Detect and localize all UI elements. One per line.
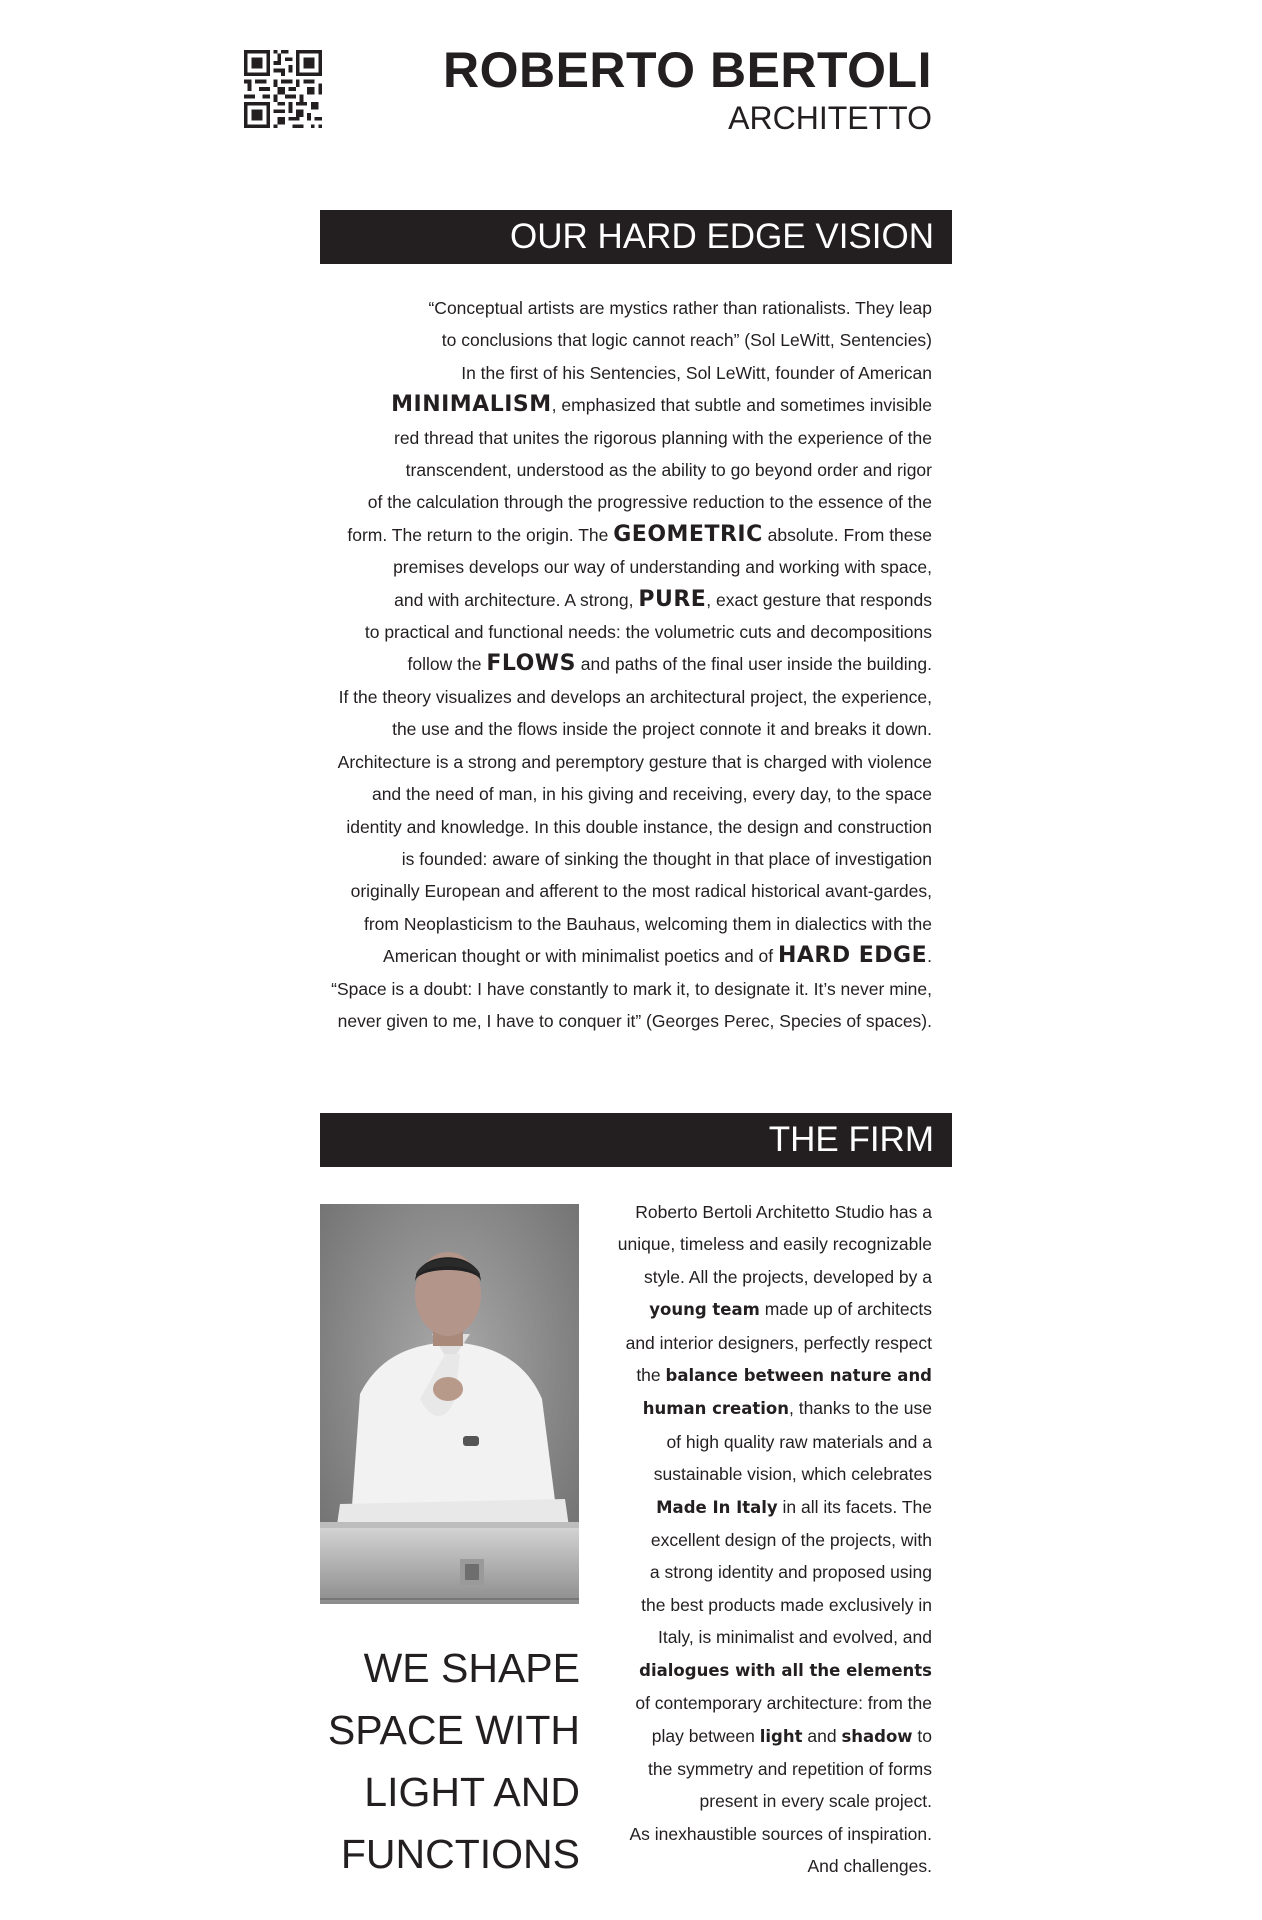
text-line	[572, 1850, 932, 1882]
text-segment: to conclusions that logic cannot reach” (Sol LeWitt, Sentencies)	[441, 330, 932, 351]
section-heading-vision: OUR HARD EDGE VISION	[320, 210, 952, 264]
firm-text	[572, 1196, 932, 1883]
text-segment: follow the	[407, 654, 487, 675]
keyword-highlight: balance between nature and	[665, 1366, 932, 1386]
slogan-line: SPACE WITH	[327, 1707, 580, 1753]
text-segment: a strong identity and proposed using	[649, 1562, 932, 1583]
text-line	[572, 1524, 932, 1556]
text-segment: originally European and afferent to the most radical historical avant-gardes,	[350, 881, 932, 902]
text-line	[572, 1359, 932, 1392]
text-segment: present in every scale project.	[699, 1791, 932, 1812]
text-segment: In the first of his Sentencies, Sol LeWitt, founder of American	[461, 362, 932, 383]
text-segment: and	[802, 1725, 842, 1746]
text-segment: play between	[651, 1725, 760, 1746]
text-line	[292, 292, 932, 324]
slogan	[300, 1637, 580, 1885]
text-segment: .	[927, 946, 932, 967]
text-segment: to	[912, 1725, 932, 1746]
text-segment: premises develops our way of understanding and working with space,	[393, 557, 932, 578]
text-segment: sustainable vision, which celebrates	[653, 1464, 932, 1485]
text-segment: Italy, is minimalist and evolved, and	[658, 1627, 932, 1648]
text-line	[292, 746, 932, 778]
text-line	[572, 1392, 932, 1425]
text-line	[292, 908, 932, 940]
text-segment: “Space is a doubt: I have constantly to mark it, to designate it. It’s never mine,	[331, 978, 932, 999]
text-line	[572, 1654, 932, 1687]
text-segment: to practical and functional needs: the volumetric cuts and decompositions	[364, 622, 932, 643]
text-segment: red thread that unites the rigorous planning with the experience of the	[394, 427, 932, 448]
section-heading-firm: THE FIRM	[320, 1113, 952, 1167]
text-line	[572, 1196, 932, 1228]
text-segment: of contemporary architecture: from the	[635, 1693, 932, 1714]
text-segment: form. The return to the origin. The	[347, 524, 614, 545]
text-segment: excellent design of the projects, with	[650, 1530, 932, 1551]
text-line	[292, 584, 932, 616]
text-segment: unique, timeless and easily recognizable	[617, 1234, 932, 1255]
text-line	[572, 1753, 932, 1785]
keyword-highlight: dialogues with all the elements	[639, 1660, 932, 1680]
text-segment: never given to me, I have to conquer it” (Georges Perec, Species of spaces).	[337, 1010, 932, 1031]
keyword-highlight: human creation	[642, 1399, 789, 1419]
text-line	[292, 389, 932, 421]
text-segment: transcendent, understood as the ability to go beyond order and rigor	[405, 460, 932, 481]
text-line	[572, 1720, 932, 1753]
text-segment: style. All the projects, developed by a	[644, 1266, 932, 1287]
text-segment: If the theory visualizes and develops an architectural project, the experience,	[338, 686, 932, 707]
text-line	[292, 681, 932, 713]
keyword-highlight: Made In Italy	[656, 1497, 778, 1517]
keyword-highlight: FLOWS	[486, 651, 576, 677]
text-line	[292, 843, 932, 875]
text-line	[572, 1491, 932, 1524]
keyword-highlight: shadow	[841, 1726, 913, 1746]
text-segment: , emphasized that subtle and sometimes invisible	[551, 395, 932, 416]
keyword-highlight: MINIMALISM	[391, 392, 552, 418]
text-line	[572, 1687, 932, 1719]
slogan-line: LIGHT AND	[364, 1769, 580, 1815]
text-line	[292, 551, 932, 583]
text-segment: and interior designers, perfectly respect	[625, 1332, 932, 1353]
text-line	[572, 1458, 932, 1490]
text-line	[292, 324, 932, 356]
architect-portrait-photo	[320, 1204, 579, 1604]
vision-text	[292, 292, 932, 1037]
text-segment: the best products made exclusively in	[641, 1594, 932, 1615]
text-segment: and paths of the final user inside the building.	[575, 654, 932, 675]
text-line	[572, 1293, 932, 1326]
text-line	[292, 357, 932, 389]
text-line	[292, 713, 932, 745]
text-segment: and with architecture. A strong,	[394, 589, 639, 610]
text-line	[292, 486, 932, 518]
text-segment: And challenges.	[807, 1856, 932, 1877]
text-line	[292, 875, 932, 907]
text-segment: is founded: aware of sinking the thought in that place of investigation	[401, 848, 932, 869]
text-segment: American thought or with minimalist poetics and of	[383, 946, 778, 967]
qr-code-icon	[244, 50, 322, 128]
text-line	[292, 811, 932, 843]
text-segment: from Neoplasticism to the Bauhaus, welcoming them in dialectics with the	[363, 913, 932, 934]
text-segment: the	[636, 1365, 666, 1386]
text-segment: the symmetry and repetition of forms	[648, 1758, 932, 1779]
text-segment: As inexhaustible sources of inspiration.	[629, 1823, 932, 1844]
text-line	[292, 648, 932, 680]
text-segment: “Conceptual artists are mystics rather than rationalists. They leap	[428, 298, 932, 318]
text-line	[572, 1327, 932, 1359]
text-segment: made up of architects	[759, 1299, 932, 1320]
text-line	[572, 1556, 932, 1588]
text-line	[292, 454, 932, 486]
text-segment: Roberto Bertoli Architetto Studio has a	[635, 1202, 932, 1222]
text-line	[292, 973, 932, 1005]
text-line	[292, 519, 932, 551]
header	[443, 40, 932, 136]
text-line	[292, 616, 932, 648]
keyword-highlight: PURE	[638, 586, 707, 612]
text-line	[572, 1228, 932, 1260]
text-segment: of the calculation through the progressive reduction to the essence of the	[367, 492, 932, 513]
text-line	[572, 1818, 932, 1850]
text-segment: identity and knowledge. In this double instance, the design and construction	[346, 816, 932, 837]
keyword-highlight: GEOMETRIC	[613, 521, 763, 547]
text-line	[572, 1261, 932, 1293]
text-line	[292, 940, 932, 972]
text-segment: , thanks to the use	[788, 1398, 932, 1419]
text-line	[572, 1426, 932, 1458]
text-segment: the use and the flows inside the project connote it and breaks it down.	[392, 719, 932, 740]
text-segment: and the need of man, in his giving and receiving, every day, to the space	[371, 784, 932, 805]
keyword-highlight: HARD EDGE	[777, 943, 928, 969]
text-segment: of high quality raw materials and a	[666, 1431, 932, 1452]
brand-name: ROBERTO BERTOLI	[442, 42, 932, 98]
text-line	[292, 1005, 932, 1037]
text-line	[572, 1589, 932, 1621]
slogan-line: FUNCTIONS	[340, 1831, 580, 1877]
text-segment: in all its facets. The	[777, 1496, 932, 1517]
text-line	[292, 422, 932, 454]
text-line	[292, 778, 932, 810]
text-segment: Architecture is a strong and peremptory gesture that is charged with violence	[337, 751, 932, 772]
brand-subtitle: ARCHITETTO	[728, 100, 932, 136]
text-segment: , exact gesture that responds	[706, 589, 932, 610]
text-line	[572, 1621, 932, 1653]
slogan-line: WE SHAPE	[363, 1645, 580, 1691]
keyword-highlight: young team	[649, 1300, 760, 1320]
text-line	[572, 1785, 932, 1817]
keyword-highlight: light	[759, 1726, 803, 1746]
text-segment: absolute. From these	[762, 524, 932, 545]
